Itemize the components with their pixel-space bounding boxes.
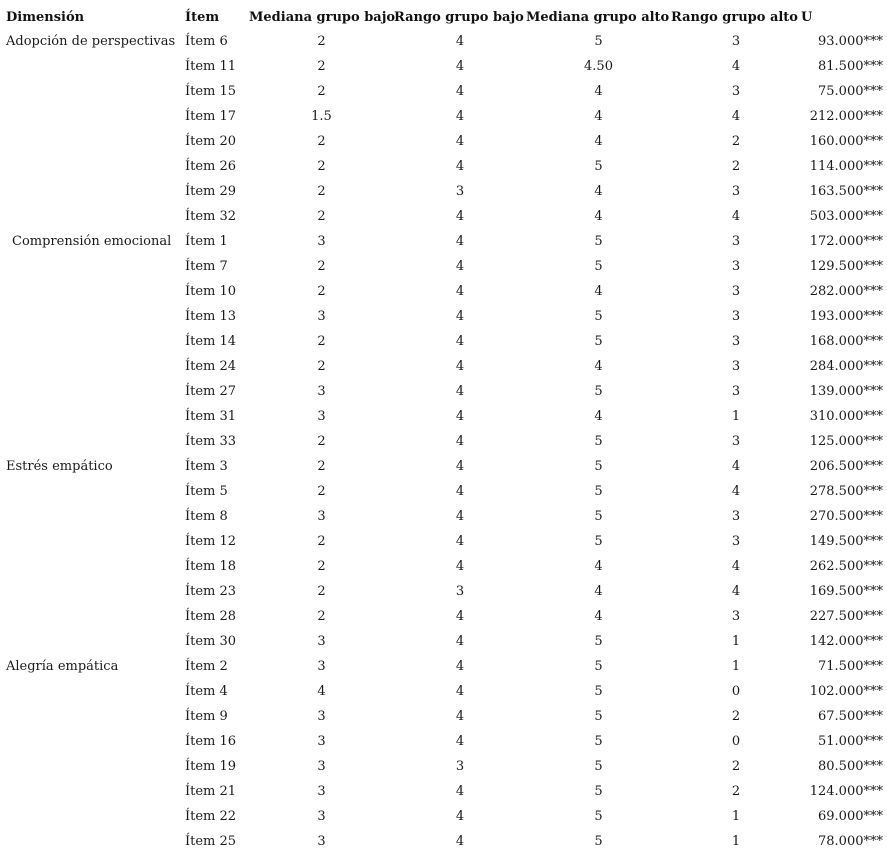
cell-dimension <box>6 79 185 104</box>
cell-median-high: 5 <box>594 384 603 399</box>
cell-median-low: 3 <box>317 759 326 774</box>
cell-median-high: 5 <box>594 659 603 674</box>
cell-range-low: 4 <box>455 259 465 274</box>
cell-median-high: 5 <box>594 759 603 774</box>
cell-dimension <box>6 504 185 529</box>
cell-range-low: 3 <box>455 759 465 774</box>
cell-u: 160.000*** <box>809 134 883 149</box>
cell-range-low: 4 <box>455 359 465 374</box>
cell-range-low: 4 <box>455 284 465 299</box>
cell-item: Ítem 27 <box>185 384 237 399</box>
table-row <box>6 79 883 104</box>
cell-range-high: 1 <box>731 809 741 824</box>
cell-range-low: 4 <box>455 709 465 724</box>
table-row <box>6 679 883 704</box>
cell-median-low: 3 <box>317 509 326 524</box>
table-row <box>6 29 883 54</box>
cell-u: 81.500*** <box>818 59 883 74</box>
cell-range-low: 4 <box>455 159 465 174</box>
cell-dimension <box>6 104 185 129</box>
table-row <box>6 404 883 429</box>
cell-u: 149.500*** <box>809 534 883 549</box>
cell-u: 227.500*** <box>809 609 883 624</box>
cell-median-low: 3 <box>317 734 326 749</box>
cell-item: Ítem 32 <box>185 209 237 224</box>
cell-median-low: 3 <box>317 809 326 824</box>
cell-median-high: 5 <box>594 484 603 499</box>
cell-u: 71.500*** <box>818 659 883 674</box>
cell-median-high: 5 <box>594 784 603 799</box>
cell-dimension: Comprensión emocional <box>12 234 172 249</box>
cell-u: 310.000*** <box>809 409 883 424</box>
cell-item: Ítem 16 <box>185 734 237 749</box>
cell-dimension <box>6 554 185 579</box>
table-row <box>6 154 883 179</box>
cell-dimension <box>6 629 185 654</box>
cell-dimension: Adopción de perspectivas <box>6 34 176 49</box>
cell-range-low: 4 <box>455 409 465 424</box>
cell-u: 284.000*** <box>809 359 883 374</box>
cell-median-high: 4 <box>594 134 603 149</box>
cell-dimension <box>6 204 185 229</box>
cell-median-low: 2 <box>317 134 326 149</box>
cell-dimension <box>6 479 185 504</box>
cell-dimension <box>6 379 185 404</box>
table-row <box>6 54 883 79</box>
cell-median-high: 4 <box>594 109 603 124</box>
cell-item: Ítem 11 <box>185 59 237 74</box>
header-median-low: Mediana grupo bajo <box>249 9 396 25</box>
cell-median-high: 5 <box>594 234 603 249</box>
cell-u: 503.000*** <box>809 209 883 224</box>
cell-item: Ítem 12 <box>185 534 237 549</box>
cell-item: Ítem 21 <box>185 784 237 799</box>
cell-u: 124.000*** <box>809 784 883 799</box>
cell-range-high: 3 <box>731 34 741 49</box>
cell-dimension <box>6 804 185 829</box>
cell-median-high: 5 <box>594 634 603 649</box>
cell-range-high: 1 <box>731 834 741 849</box>
cell-median-high: 5 <box>594 459 603 474</box>
cell-dimension <box>6 679 185 704</box>
cell-median-low: 2 <box>317 84 326 99</box>
cell-item: Ítem 2 <box>185 659 228 674</box>
cell-dimension <box>6 354 185 379</box>
cell-median-low: 2 <box>317 459 326 474</box>
cell-median-high: 5 <box>594 309 603 324</box>
cell-range-low: 4 <box>455 659 465 674</box>
cell-median-low: 3 <box>317 409 326 424</box>
cell-median-high: 4 <box>594 609 603 624</box>
cell-range-high: 4 <box>731 484 741 499</box>
table-row <box>6 254 883 279</box>
header-median-high: Mediana grupo alto <box>526 9 670 25</box>
cell-range-low: 4 <box>455 459 465 474</box>
cell-item: Ítem 24 <box>185 359 237 374</box>
cell-item: Ítem 28 <box>185 609 237 624</box>
cell-range-high: 2 <box>731 784 741 799</box>
cell-range-high: 4 <box>731 584 741 599</box>
table-row <box>6 629 883 654</box>
cell-range-high: 3 <box>731 359 741 374</box>
cell-median-high: 5 <box>594 334 603 349</box>
table-row <box>6 479 883 504</box>
cell-u: 102.000*** <box>809 684 883 699</box>
cell-range-high: 3 <box>731 434 741 449</box>
cell-item: Ítem 25 <box>185 834 237 849</box>
cell-median-low: 1.5 <box>311 109 332 124</box>
cell-median-high: 4 <box>594 284 603 299</box>
cell-range-low: 4 <box>455 434 465 449</box>
cell-median-low: 2 <box>317 284 326 299</box>
cell-range-high: 4 <box>731 459 741 474</box>
cell-item: Ítem 22 <box>185 809 237 824</box>
cell-range-low: 4 <box>455 109 465 124</box>
cell-median-high: 5 <box>594 709 603 724</box>
cell-median-low: 2 <box>317 434 326 449</box>
cell-median-high: 5 <box>594 684 603 699</box>
statistics-table <box>6 5 883 854</box>
cell-item: Ítem 1 <box>185 234 228 249</box>
cell-u: 262.500*** <box>809 559 883 574</box>
cell-item: Ítem 13 <box>185 309 237 324</box>
cell-u: 67.500*** <box>818 709 883 724</box>
cell-range-low: 4 <box>455 84 465 99</box>
cell-dimension: Alegría empática <box>6 659 119 674</box>
cell-dimension <box>6 829 185 854</box>
cell-dimension <box>6 129 185 154</box>
cell-range-low: 4 <box>455 34 465 49</box>
cell-median-high: 4 <box>594 184 603 199</box>
cell-u: 270.500*** <box>809 509 883 524</box>
cell-u: 282.000*** <box>809 284 883 299</box>
cell-median-high: 4 <box>594 584 603 599</box>
cell-dimension <box>6 754 185 779</box>
cell-item: Ítem 3 <box>185 459 228 474</box>
cell-u: 114.000*** <box>809 159 883 174</box>
cell-range-high: 3 <box>731 609 741 624</box>
cell-item: Ítem 19 <box>185 759 237 774</box>
cell-median-high: 4 <box>594 209 603 224</box>
cell-u: 212.000*** <box>809 109 883 124</box>
cell-u: 125.000*** <box>809 434 883 449</box>
table-row <box>6 454 883 479</box>
table-row <box>6 429 883 454</box>
cell-range-low: 4 <box>455 234 465 249</box>
header-row <box>6 5 883 29</box>
cell-median-high: 5 <box>594 434 603 449</box>
cell-range-low: 4 <box>455 484 465 499</box>
cell-u: 75.000*** <box>818 84 883 99</box>
cell-item: Ítem 9 <box>185 709 228 724</box>
cell-range-high: 3 <box>731 534 741 549</box>
cell-median-high: 4.50 <box>584 59 613 74</box>
cell-u: 172.000*** <box>809 234 883 249</box>
table-row <box>6 529 883 554</box>
cell-range-high: 0 <box>731 734 741 749</box>
cell-median-low: 2 <box>317 59 326 74</box>
cell-u: 206.500*** <box>809 459 883 474</box>
cell-range-high: 2 <box>731 134 741 149</box>
cell-range-high: 3 <box>731 184 741 199</box>
cell-median-high: 5 <box>594 734 603 749</box>
cell-median-low: 2 <box>317 259 326 274</box>
table-row <box>6 204 883 229</box>
table-row <box>6 329 883 354</box>
cell-dimension <box>6 329 185 354</box>
cell-median-high: 4 <box>594 409 603 424</box>
cell-range-high: 1 <box>731 634 741 649</box>
table-row <box>6 304 883 329</box>
cell-dimension <box>6 54 185 79</box>
cell-u: 278.500*** <box>809 484 883 499</box>
cell-dimension <box>6 704 185 729</box>
header-item: Ítem <box>185 9 220 25</box>
table-row <box>6 704 883 729</box>
table-row <box>6 104 883 129</box>
cell-median-high: 4 <box>594 359 603 374</box>
cell-item: Ítem 15 <box>185 84 237 99</box>
cell-range-low: 4 <box>455 309 465 324</box>
cell-range-low: 4 <box>455 634 465 649</box>
cell-median-low: 2 <box>317 534 326 549</box>
table-row <box>6 279 883 304</box>
cell-item: Ítem 33 <box>185 434 237 449</box>
cell-item: Ítem 14 <box>185 334 237 349</box>
cell-range-high: 4 <box>731 109 741 124</box>
cell-range-high: 3 <box>731 384 741 399</box>
cell-range-high: 1 <box>731 409 741 424</box>
cell-item: Ítem 10 <box>185 284 237 299</box>
table-header <box>6 5 883 29</box>
cell-dimension <box>6 404 185 429</box>
cell-item: Ítem 18 <box>185 559 237 574</box>
cell-range-high: 4 <box>731 559 741 574</box>
table-row <box>6 179 883 204</box>
cell-median-low: 3 <box>317 709 326 724</box>
table-row <box>6 804 883 829</box>
table-row <box>6 129 883 154</box>
cell-median-high: 5 <box>594 259 603 274</box>
cell-median-low: 2 <box>317 209 326 224</box>
cell-u: 168.000*** <box>809 334 883 349</box>
cell-item: Ítem 8 <box>185 509 228 524</box>
cell-u: 78.000*** <box>818 834 883 849</box>
cell-item: Ítem 7 <box>185 259 228 274</box>
table-row <box>6 229 883 254</box>
cell-item: Ítem 4 <box>185 684 228 699</box>
cell-range-high: 3 <box>731 259 741 274</box>
cell-range-high: 3 <box>731 509 741 524</box>
cell-range-high: 3 <box>731 84 741 99</box>
cell-median-high: 4 <box>594 559 603 574</box>
cell-median-low: 2 <box>317 484 326 499</box>
cell-range-high: 2 <box>731 759 741 774</box>
header-range-high: Rango grupo alto <box>671 9 798 25</box>
cell-item: Ítem 29 <box>185 184 237 199</box>
cell-item: Ítem 6 <box>185 34 228 49</box>
header-range-low: Rango grupo bajo <box>394 9 524 25</box>
header-u: U <box>801 9 813 25</box>
cell-range-high: 3 <box>731 334 741 349</box>
cell-median-low: 4 <box>317 684 326 699</box>
cell-range-low: 4 <box>455 334 465 349</box>
cell-range-low: 4 <box>455 534 465 549</box>
cell-range-low: 4 <box>455 559 465 574</box>
cell-range-low: 4 <box>455 784 465 799</box>
cell-range-low: 4 <box>455 59 465 74</box>
cell-range-low: 4 <box>455 684 465 699</box>
cell-median-low: 3 <box>317 384 326 399</box>
table-row <box>6 379 883 404</box>
cell-median-low: 2 <box>317 34 326 49</box>
cell-dimension <box>6 304 185 329</box>
table-row <box>6 354 883 379</box>
cell-item: Ítem 17 <box>185 109 237 124</box>
cell-range-low: 4 <box>455 609 465 624</box>
cell-range-low: 3 <box>455 184 465 199</box>
cell-u: 142.000*** <box>809 634 883 649</box>
cell-dimension <box>6 279 185 304</box>
cell-dimension <box>6 429 185 454</box>
cell-item: Ítem 26 <box>185 159 237 174</box>
cell-dimension <box>6 529 185 554</box>
cell-item: Ítem 30 <box>185 634 237 649</box>
cell-dimension: Estrés empático <box>6 459 113 474</box>
cell-median-low: 3 <box>317 634 326 649</box>
cell-range-high: 2 <box>731 159 741 174</box>
table-row <box>6 579 883 604</box>
cell-u: 193.000*** <box>809 309 883 324</box>
table-row <box>6 554 883 579</box>
cell-median-high: 5 <box>594 534 603 549</box>
table-row <box>6 779 883 804</box>
cell-u: 93.000*** <box>818 34 883 49</box>
cell-range-low: 3 <box>455 584 465 599</box>
cell-range-high: 0 <box>731 684 741 699</box>
cell-u: 69.000*** <box>818 809 883 824</box>
cell-dimension <box>6 154 185 179</box>
table-row <box>6 654 883 679</box>
cell-range-high: 4 <box>731 59 741 74</box>
cell-median-high: 5 <box>594 34 603 49</box>
cell-item: Ítem 20 <box>185 134 237 149</box>
cell-item: Ítem 31 <box>185 409 237 424</box>
header-dimension: Dimensión <box>6 9 85 25</box>
cell-dimension <box>6 729 185 754</box>
cell-median-low: 3 <box>317 784 326 799</box>
cell-range-low: 4 <box>455 809 465 824</box>
cell-range-high: 4 <box>731 209 741 224</box>
cell-range-low: 4 <box>455 509 465 524</box>
cell-u: 129.500*** <box>809 259 883 274</box>
table-row <box>6 754 883 779</box>
cell-median-low: 2 <box>317 559 326 574</box>
cell-median-low: 3 <box>317 309 326 324</box>
cell-u: 80.500*** <box>818 759 883 774</box>
cell-range-high: 3 <box>731 284 741 299</box>
cell-dimension <box>6 579 185 604</box>
cell-median-high: 4 <box>594 84 603 99</box>
cell-median-low: 2 <box>317 609 326 624</box>
table-body <box>6 29 883 854</box>
cell-median-high: 5 <box>594 834 603 849</box>
cell-median-low: 3 <box>317 834 326 849</box>
cell-median-high: 5 <box>594 159 603 174</box>
cell-dimension <box>6 254 185 279</box>
cell-median-low: 2 <box>317 359 326 374</box>
cell-range-high: 2 <box>731 709 741 724</box>
cell-median-low: 2 <box>317 334 326 349</box>
cell-u: 139.000*** <box>809 384 883 399</box>
cell-u: 169.500*** <box>809 584 883 599</box>
cell-range-low: 4 <box>455 834 465 849</box>
cell-median-low: 3 <box>317 234 326 249</box>
cell-u: 51.000*** <box>818 734 883 749</box>
table-row <box>6 604 883 629</box>
cell-range-low: 4 <box>455 134 465 149</box>
table-row <box>6 829 883 854</box>
cell-median-low: 2 <box>317 159 326 174</box>
cell-dimension <box>6 779 185 804</box>
cell-median-high: 5 <box>594 809 603 824</box>
cell-dimension <box>6 604 185 629</box>
cell-median-low: 2 <box>317 184 326 199</box>
cell-range-low: 4 <box>455 384 465 399</box>
cell-range-high: 3 <box>731 234 741 249</box>
table-row <box>6 504 883 529</box>
cell-item: Ítem 23 <box>185 584 237 599</box>
cell-dimension <box>6 179 185 204</box>
cell-item: Ítem 5 <box>185 484 228 499</box>
cell-range-low: 4 <box>455 734 465 749</box>
cell-median-low: 3 <box>317 659 326 674</box>
cell-range-high: 1 <box>731 659 741 674</box>
table-row <box>6 729 883 754</box>
cell-range-high: 3 <box>731 309 741 324</box>
cell-median-high: 5 <box>594 509 603 524</box>
cell-median-low: 2 <box>317 584 326 599</box>
cell-u: 163.500*** <box>809 184 883 199</box>
cell-range-low: 4 <box>455 209 465 224</box>
